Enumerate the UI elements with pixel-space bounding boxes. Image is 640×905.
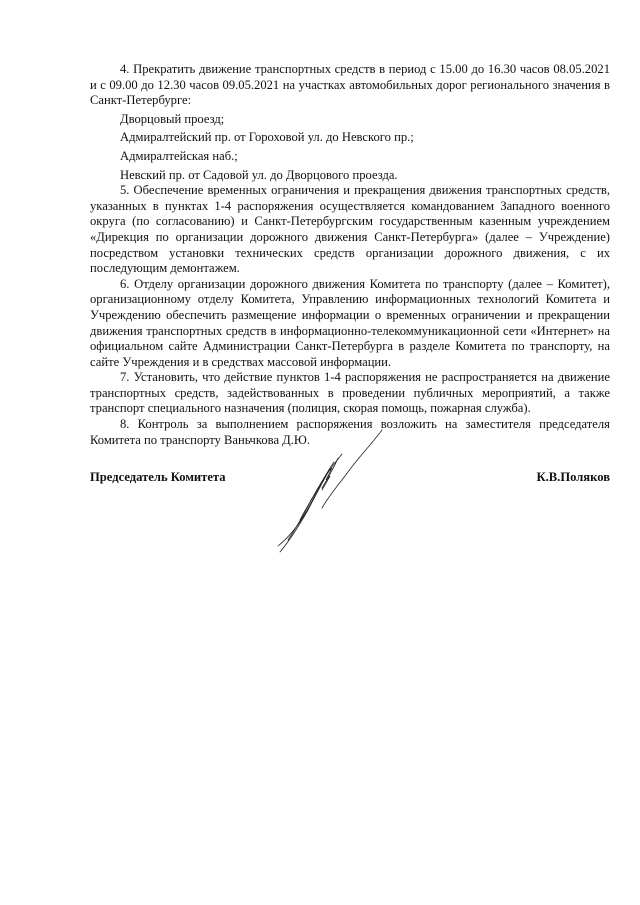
paragraph-number: 4. (120, 62, 130, 76)
road-item: Дворцовый проезд; (120, 111, 225, 126)
road-item: Невский пр. от Садовой ул. до Дворцового проезда. (120, 167, 398, 182)
signatory-position: Председатель Комитета (90, 470, 226, 484)
paragraph-text: Контроль за выполнением распоряжения возложить на заместителя председателя Комитета по транспорту Ваньчкова Д.Ю. (90, 417, 610, 447)
signatory-name: К.В.Поляков (536, 470, 610, 484)
paragraph-5 (90, 183, 610, 277)
paragraph-number: 7. (120, 370, 130, 385)
paragraph-text: Отделу организации дорожного движения Комитета по транспорту (далее – Комитет), организационному отделу Комитета, Управлению информационных технологий Комитета и Учреждению обеспечить размещение информации о временных ограничении и прекращении движения транспортных средств в информационно-телекоммуникационной сети «Интернет» на официальном сайте Администрации Санкт-Петербурга в разделе Комитета по транспорту, на сайте Учреждения и в средствах массовой информации. (90, 276, 611, 369)
document-body (90, 62, 610, 448)
paragraph-number: 8. (120, 417, 130, 432)
paragraph-text: Обеспечение временных ограничения и прекращения движения транспортных средств, указанных в пунктах 1-4 распоряжения осуществляется командованием Западного военного округа (по согласованию) и Санкт-Петербургским государственным казенным учреждением «Дирекция по организации дорожного движения Санкт-Петербурга» (далее – Учреждение) посредством установки технических средств организации дорожного движения, с их последующим демонтажем. (90, 183, 610, 276)
paragraph-text: Прекратить движение транспортных средств в период с 15.00 до 16.30 часов 08.05.2021 и с 09.00 до 12.30 часов 09.05.2021 на участках автомобильных дорог регионального значения в Санкт-Петербурге: (90, 62, 610, 108)
handwritten-signature (270, 428, 390, 554)
paragraph-7 (90, 370, 610, 417)
paragraph-number: 5. (120, 183, 130, 198)
paragraph-6 (90, 277, 610, 371)
road-item: Адмиралтейский пр. от Гороховой ул. до Невского пр.; (120, 130, 414, 145)
paragraph-number: 6. (120, 276, 130, 291)
paragraph-text: Установить, что действие пунктов 1-4 распоряжения не распространяется на движение транспортных средств, задействованных в проведении публичных мероприятий, а также транспорт специального назначения (полиция, скорая помощь, пожарная служба). (90, 370, 610, 416)
road-item: Адмиралтейская наб.; (120, 148, 238, 163)
paragraph-4 (90, 62, 610, 109)
